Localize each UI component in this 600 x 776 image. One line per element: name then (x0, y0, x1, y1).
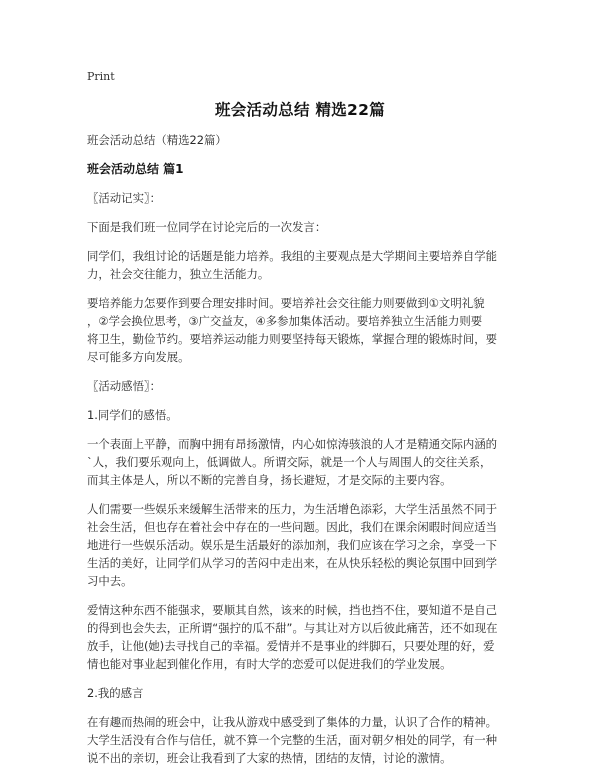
print-link[interactable]: Print (87, 70, 115, 83)
paragraph-reflection (87, 713, 527, 767)
text-line: 放手，让他(她)去寻找自己的幸福。爱情并不是事业的绊脚石，只要处理的好，爱 (87, 639, 495, 653)
text-line: 的得到也会失去，正所谓“强拧的瓜不甜”。与其让对方以后彼此痛苦，还不如现在 (87, 621, 498, 635)
text-line: 大学生活没有合作与信任，就不算一个完整的生活，面对朝夕相处的同学，有一种 (87, 733, 498, 747)
point-1-title: 1.同学们的感悟。 (87, 408, 178, 422)
text-line: 情也能对事业起到催化作用，有时大学的恋爱可以促进我们的学业发展。 (87, 657, 452, 671)
document-subtitle: 班会活动总结（精选22篇） (87, 133, 227, 147)
record-label: 〖活动记实〗： (87, 191, 162, 205)
text-line: 一个表面上平静，而胸中拥有昂扬激情，内心如惊涛骇浪的人才是精通交际内涵的 (87, 437, 498, 451)
section-heading: 班会活动总结 篇1 (87, 162, 184, 176)
text-line: 尽可能多方向发展。 (87, 350, 190, 364)
paragraph-entertainment (87, 500, 527, 590)
paragraph-love (87, 601, 527, 673)
text-line: 将卫生，勤俭节约。要培养运动能力则要坚持每天锻炼，掌握合理的锻炼时间，要 (87, 332, 498, 346)
text-line: 要培养能力怎要作到要合理安排时间。要培养社会交往能力则要做到①文明礼貌 (87, 296, 485, 310)
document-title: 班会活动总结 精选22篇 (214, 101, 386, 119)
text-line: 力，社会交往能力，独立生活能力。 (87, 267, 270, 281)
paragraph-social (87, 435, 527, 489)
text-line: 人们需要一些娱乐来缓解生活带来的压力，为生活增色添彩，大学生活虽然不同于 (87, 502, 498, 516)
feeling-label: 〖活动感悟〗： (87, 379, 162, 393)
text-line: `人，我们要乐观向上，低调做人。所谓交际，就是一个人与周围人的交往关系， (87, 455, 492, 469)
intro-paragraph: 下面是我们班一位同学在讨论完后的一次发言： (87, 220, 327, 234)
speech-paragraph-1 (87, 247, 527, 283)
text-line: ，②学会换位思考，③广交益友，④多参加集体活动。要培养独立生活能力则要 (87, 314, 483, 328)
text-line: 说不出的亲切，班会让我看到了大家的热情，团结的友情，讨论的激情。 (87, 751, 452, 765)
document-body (87, 131, 527, 767)
text-line: 社会生活，但也存在着社会中存在的一些问题。因此，我们在课余闲暇时间应适当 (87, 520, 498, 534)
text-line: 地进行一些娱乐活动。娱乐是生活最好的添加剂，我们应该在学习之余，享受一下 (87, 538, 498, 552)
text-line: 习中去。 (87, 574, 133, 588)
text-line: 在有趣而热闹的班会中，让我从游戏中感受到了集体的力量，认识了合作的精神。 (87, 715, 498, 729)
text-line: 同学们，我组讨论的话题是能力培养。我组的主要观点是大学期间主要培养自学能 (87, 249, 498, 263)
speech-paragraph-2 (87, 294, 527, 366)
text-line: 而其主体是人，所以不断的完善自身，扬长避短，才是交际的主要内容。 (87, 473, 452, 487)
text-line: 爱情这种东西不能强求，要顺其自然，该来的时候，挡也挡不住，要知道不是自己 (87, 603, 498, 617)
text-line: 生活的美好，让同学们从学习的苦闷中走出来，在从快乐轻松的舆论氛围中回到学 (87, 556, 498, 570)
point-2-title: 2.我的感言 (87, 686, 144, 700)
